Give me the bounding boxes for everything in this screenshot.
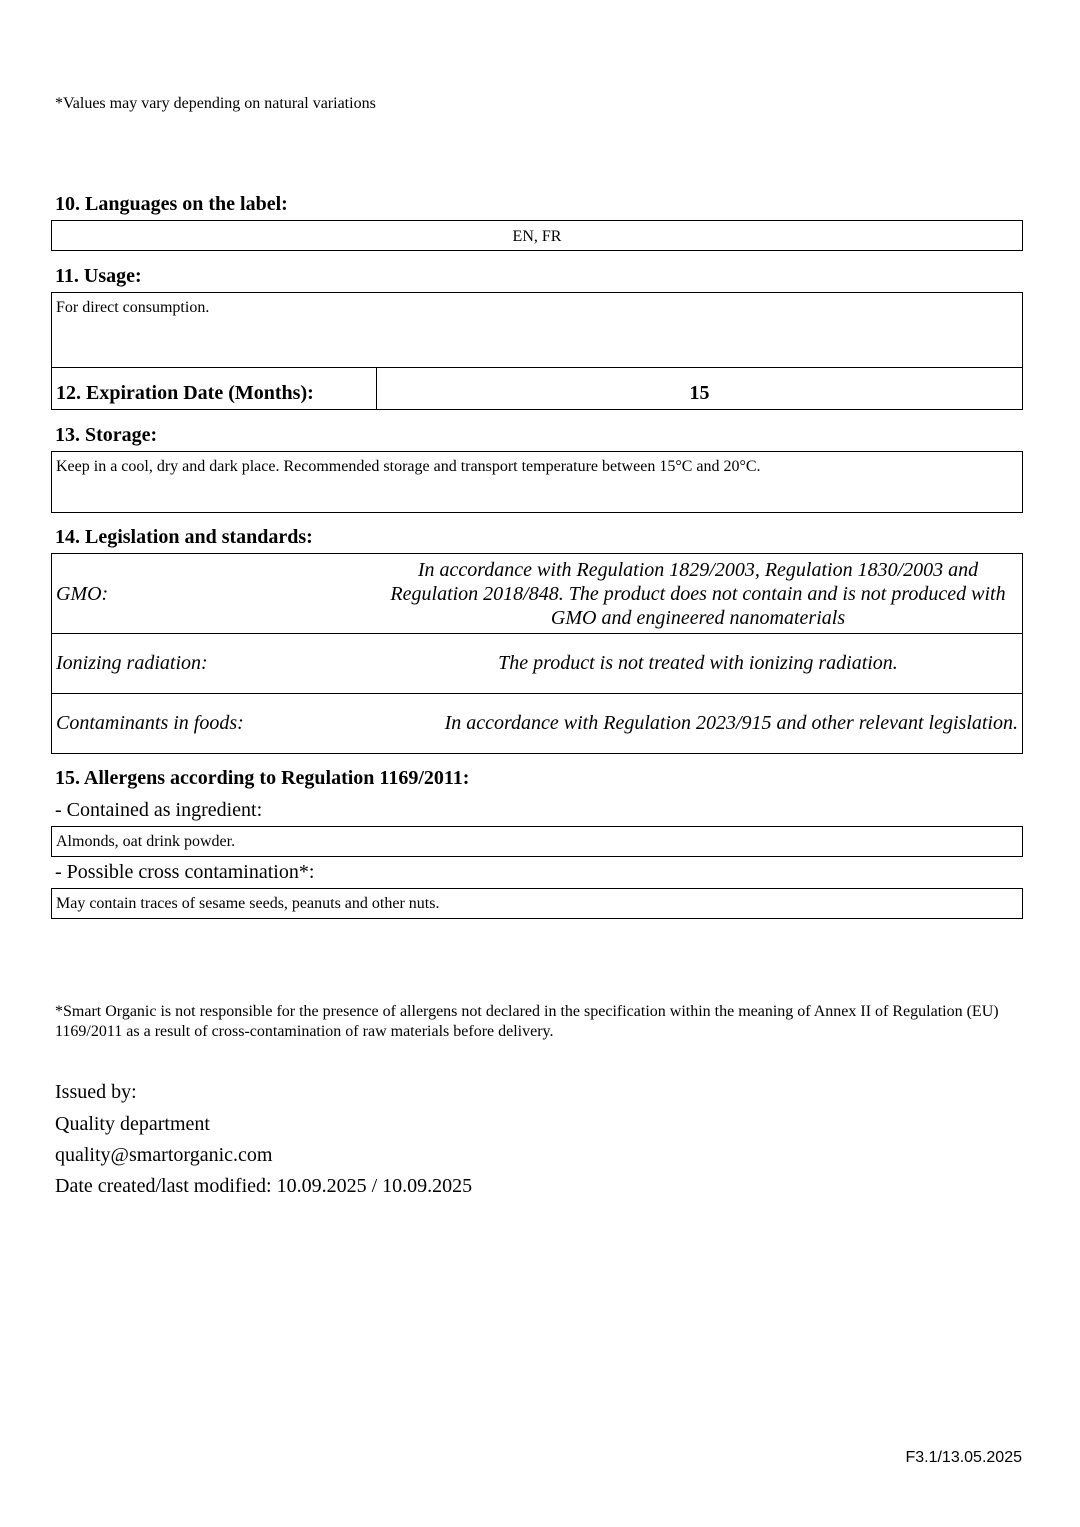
languages-heading: 10. Languages on the label: — [55, 193, 288, 215]
ionizing-value: The product is not treated with ionizing radiation. — [498, 652, 898, 674]
usage-heading: 11. Usage: — [55, 265, 142, 287]
ionizing-label: Ionizing radiation: — [56, 652, 208, 674]
cross-value: May contain traces of sesame seeds, peanuts and other nuts. — [56, 895, 440, 912]
form-code: F3.1/13.05.2025 — [905, 1449, 1022, 1466]
gmo-label: GMO: — [56, 583, 109, 605]
cross-box — [51, 888, 1023, 919]
gmo-value: In accordance with Regulation 1829/2003, Regulation 1830/2003 and Regulation 2018/848. The product does not contain and is not produced with GMO and engineered nanomaterials — [390, 559, 1006, 629]
issued-email: quality@smartorganic.com — [55, 1144, 273, 1166]
contaminants-value: In accordance with Regulation 2023/915 and other relevant legislation. — [444, 712, 1018, 734]
legislation-heading: 14. Legislation and standards: — [55, 526, 313, 548]
storage-value: Keep in a cool, dry and dark place. Recommended storage and transport temperature between 15°C and 20°C. — [56, 458, 761, 475]
contained-value: Almonds, oat drink powder. — [56, 833, 236, 850]
storage-heading: 13. Storage: — [55, 424, 158, 446]
values-note: *Values may vary depending on natural variations — [55, 95, 376, 112]
cross-label: - Possible cross contamination*: — [55, 861, 315, 883]
contaminants-label: Contaminants in foods: — [56, 712, 244, 734]
allergens-heading: 15. Allergens according to Regulation 1169/2011: — [55, 767, 470, 789]
legislation-divider-1 — [52, 633, 1022, 634]
expiration-label: 12. Expiration Date (Months): — [56, 382, 314, 404]
storage-box — [51, 451, 1023, 513]
contained-box — [51, 826, 1023, 857]
usage-divider — [52, 367, 1022, 368]
languages-box — [51, 220, 1023, 251]
issued-by-label: Issued by: — [55, 1081, 137, 1103]
usage-expiration-box — [51, 292, 1023, 410]
legislation-divider-2 — [52, 693, 1022, 694]
issued-department: Quality department — [55, 1113, 210, 1135]
expiration-value: 15 — [689, 382, 710, 404]
contained-label: - Contained as ingredient: — [55, 799, 263, 821]
legislation-table — [51, 553, 1023, 754]
allergen-disclaimer: *Smart Organic is not responsible for the presence of allergens not declared in the specification within the meaning of Annex II of Regulation (EU) 1169/2011 as a result of cross-contamination of raw materials before delivery. — [55, 1003, 999, 1040]
usage-value: For direct consumption. — [56, 299, 210, 316]
issued-dates: Date created/last modified: 10.09.2025 / 10.09.2025 — [55, 1175, 473, 1197]
languages-value: EN, FR — [512, 228, 562, 245]
